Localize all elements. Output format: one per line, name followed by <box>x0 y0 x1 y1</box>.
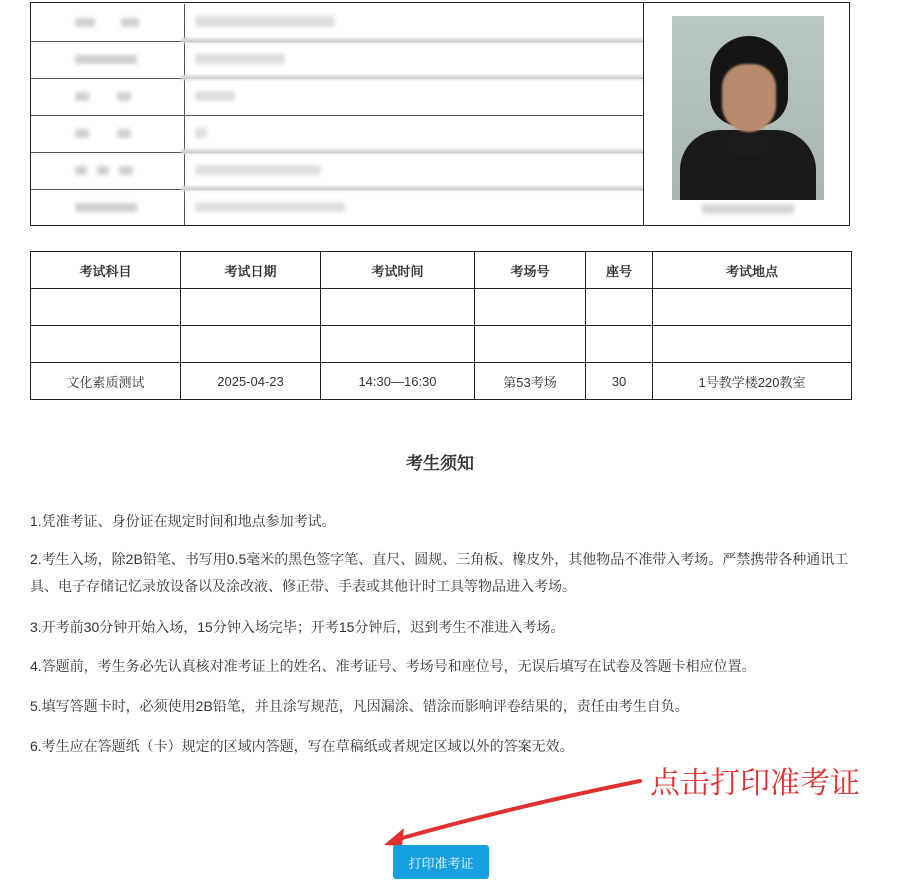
info-row-id <box>31 41 643 79</box>
exam-table-header-row <box>31 252 852 289</box>
cell-seat <box>586 326 653 363</box>
notice-item: 4.答题前，考生务必先认真核对准考证上的姓名、准考证号、考场号和座位号，无误后填写在试卷及答题卡相应位置。 <box>30 658 756 674</box>
info-row-type <box>31 115 643 153</box>
info-row-school <box>31 152 643 190</box>
cell-time: 14:30—16:30 <box>321 363 475 400</box>
header-seat: 座号 <box>586 252 653 289</box>
cell-location: 1号教学楼220教室 <box>653 363 852 400</box>
info-row-gender <box>31 78 643 116</box>
table-row <box>31 326 852 363</box>
cell-location <box>653 289 852 326</box>
cell-subject <box>31 326 181 363</box>
cell-date <box>181 289 321 326</box>
info-row-name <box>31 4 643 42</box>
cell-room <box>475 289 586 326</box>
notice-item: 6.考生应在答题纸（卡）规定的区域内答题，写在草稿纸或者规定区域以外的答案无效。 <box>30 738 574 754</box>
candidate-info-table <box>30 2 850 226</box>
cell-time <box>321 289 475 326</box>
table-row <box>31 289 852 326</box>
table-row <box>31 363 852 400</box>
candidate-photo <box>672 16 824 200</box>
cell-location <box>653 326 852 363</box>
notice-item: 3.开考前30分钟开始入场，15分钟入场完毕；开考15分钟后，迟到考生不准进入考场。 <box>30 619 565 635</box>
print-ticket-button[interactable]: 打印准考证 <box>393 845 489 879</box>
notice-item: 2.考生入场，除2B铅笔、书写用0.5毫米的黑色签字笔、直尺、圆规、三角板、橡皮外，其他物品不准带入考场。严禁携带各种通讯工具、电子存储记忆录放设备以及涂改液、修正带、手表或其他计时工具等物品进入考场。 <box>30 551 849 594</box>
cell-subject <box>31 289 181 326</box>
cell-room <box>475 326 586 363</box>
header-subject: 考试科目 <box>31 252 181 289</box>
notice-item: 5.填写答题卡时，必须使用2B铅笔，并且涂写规范，凡因漏涂、错涂而影响评卷结果的，责任由考生自负。 <box>30 698 689 714</box>
print-hint-label: 点击打印准考证 <box>650 766 860 801</box>
exam-schedule-table <box>30 251 852 400</box>
cell-seat: 30 <box>586 363 653 400</box>
cell-room: 第53考场 <box>475 363 586 400</box>
header-room: 考场号 <box>475 252 586 289</box>
cell-seat <box>586 289 653 326</box>
header-date: 考试日期 <box>181 252 321 289</box>
header-location: 考试地点 <box>653 252 852 289</box>
photo-cell <box>643 2 852 226</box>
info-row-ticket <box>31 189 643 225</box>
cell-time <box>321 326 475 363</box>
notice-item: 1.凭准考证、身份证在规定时间和地点参加考试。 <box>30 513 336 529</box>
cell-date <box>181 326 321 363</box>
cell-subject: 文化素质测试 <box>31 363 181 400</box>
cell-date: 2025-04-23 <box>181 363 321 400</box>
notice-title: 考生须知 <box>406 454 474 473</box>
header-time: 考试时间 <box>321 252 475 289</box>
